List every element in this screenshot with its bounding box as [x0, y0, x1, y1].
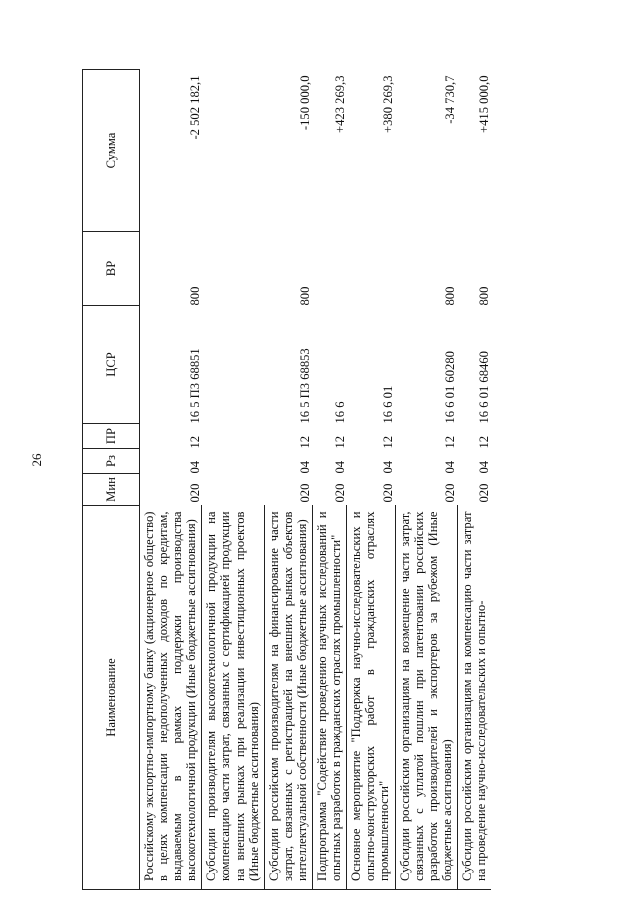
row-csr: 16 6 01	[380, 385, 395, 424]
row-rz: 04	[332, 460, 347, 474]
row-rz	[202, 449, 264, 474]
row-sum: -2 502 182,1	[187, 75, 202, 140]
row-min: 020	[298, 483, 313, 503]
row-min	[202, 474, 264, 506]
table-row	[264, 70, 312, 890]
budget-table	[82, 69, 491, 890]
row-min: 020	[187, 483, 202, 503]
row-name: Субсидии производителям высокотехнологичной продукции на компенсацию части затрат, связанных с сертификацией продукции на внешних рынках при реализации инвестиционных проектов (Иные бюджетные ассигнования)	[202, 506, 264, 890]
row-vr	[202, 232, 264, 306]
row-csr: 16 6 01 68460	[476, 351, 491, 424]
row-pr: 12	[380, 435, 395, 449]
row-vr	[313, 232, 347, 306]
row-name: Субсидии российским организациям на компенсацию части затрат на проведение научно-исследовательских и опытно-	[457, 506, 491, 890]
row-csr: 16 6	[332, 401, 347, 424]
row-name: Основное мероприятие "Поддержка научно-исследовательских и опытно-конструкторских работ в гражданских отраслях промышленности"	[347, 506, 395, 890]
row-csr: 16 5 П3 68853	[298, 348, 313, 424]
row-vr: 800	[476, 286, 491, 306]
header-name: Наименование	[83, 506, 140, 890]
table-row	[140, 70, 202, 890]
row-name: Подпрограмма "Содействие проведению научных исследований и опытных разработок в гражданских отраслях промышленности"	[313, 506, 347, 890]
row-pr: 12	[332, 435, 347, 449]
table-header-row	[83, 70, 140, 890]
row-pr	[202, 424, 264, 449]
row-vr: 800	[187, 286, 202, 306]
row-vr: 800	[443, 286, 458, 306]
table-row	[313, 70, 347, 890]
rotated-table-page	[82, 70, 587, 890]
row-sum: +415 000,0	[476, 75, 491, 133]
row-name: Субсидии российским производителям на финансирование части затрат, связанных с регистрацией на внешних рынках объектов интеллектуальной собственности (Иные бюджетные ассигнования)	[264, 506, 312, 890]
row-min: 020	[443, 483, 458, 503]
header-pr: ПР	[83, 424, 140, 449]
table-row	[457, 70, 491, 890]
row-sum: +380 269,3	[380, 75, 395, 133]
table-row	[202, 70, 264, 890]
row-pr: 12	[298, 435, 313, 449]
row-pr: 12	[476, 435, 491, 449]
row-csr: 16 5 П3 68851	[187, 348, 202, 424]
table-row	[395, 70, 457, 890]
row-rz: 04	[298, 460, 313, 474]
row-vr: 800	[298, 286, 313, 306]
row-sum: +423 269,3	[332, 75, 347, 133]
header-rz: Рз	[83, 449, 140, 474]
row-csr: 16 6 01 60280	[443, 351, 458, 424]
row-csr	[202, 306, 264, 424]
row-sum	[202, 70, 264, 232]
row-pr: 12	[443, 435, 458, 449]
page-number: 26	[29, 453, 44, 467]
row-name: Российскому экспортно-импортному банку (акционерное общество) в целях компенсации недополученных доходов по кредитам, выдаваемым в рамках поддержки производства высокотехнологичной продукции (Иные бюджетные ассигнования)	[140, 506, 202, 890]
row-min: 020	[380, 483, 395, 503]
header-sum: Сумма	[83, 70, 140, 232]
row-sum: -150 000,0	[298, 75, 313, 131]
row-rz: 04	[476, 460, 491, 474]
row-rz: 04	[443, 460, 458, 474]
header-vr: ВР	[83, 232, 140, 306]
header-csr: ЦСР	[83, 306, 140, 424]
row-min: 020	[332, 483, 347, 503]
row-sum: -34 730,7	[443, 75, 458, 124]
row-name: Субсидии российским организациям на возмещение части затрат, связанных с уплатой пошлин при патентовании российских разработок производителей и экспортеров за рубежом (Иные бюджетные ассигнования)	[395, 506, 457, 890]
row-rz: 04	[187, 460, 202, 474]
row-rz: 04	[380, 460, 395, 474]
row-vr	[347, 232, 395, 306]
row-pr: 12	[187, 435, 202, 449]
table-row	[347, 70, 395, 890]
row-min: 020	[476, 483, 491, 503]
header-min: Мин	[83, 474, 140, 506]
